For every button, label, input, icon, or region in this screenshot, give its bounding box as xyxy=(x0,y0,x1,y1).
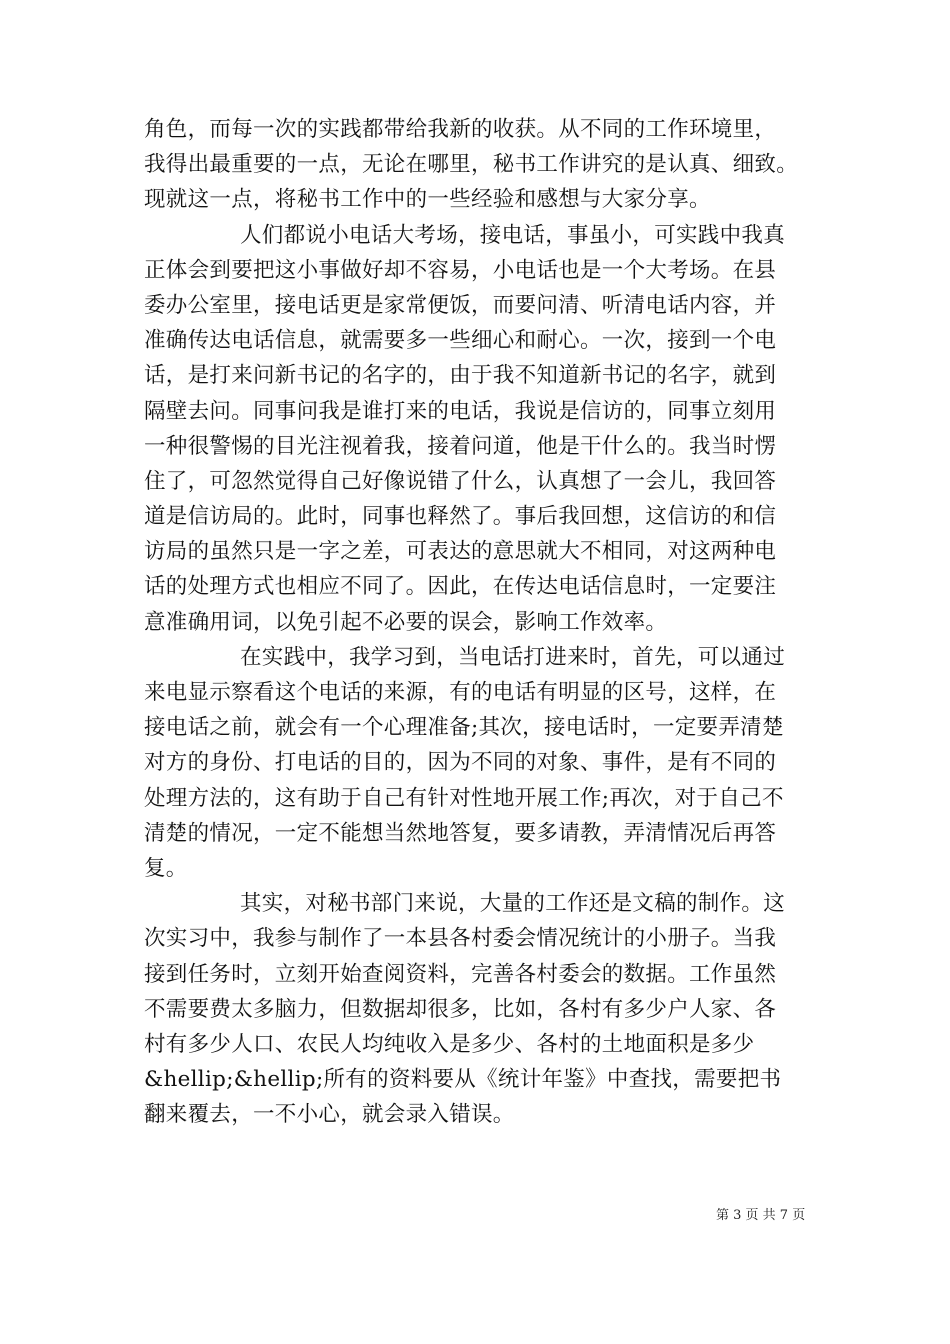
text-line: 住了，可忽然觉得自己好像说错了什么，认真想了一会儿，我回答 xyxy=(144,468,777,494)
text-line: 道是信访局的。此时，同事也释然了。事后我回想，这信访的和信 xyxy=(144,504,777,530)
text-line: 现就这一点，将秘书工作中的一些经验和感想与大家分享。 xyxy=(144,187,711,213)
text-line: 其实，对秘书部门来说，大量的工作还是文稿的制作。这 xyxy=(240,891,786,917)
text-line: 对方的身份、打电话的目的，因为不同的对象、事件，是有不同的 xyxy=(144,750,777,776)
paragraph-4 xyxy=(144,886,820,1132)
text-line: 一种很警惕的目光注视着我，接着问道，他是干什么的。我当时愣 xyxy=(144,433,777,459)
text-line: 清楚的情况，一定不能想当然地答复，要多请教，弄清情况后再答 xyxy=(144,820,777,846)
text-line: 准确传达电话信息，就需要多一些细心和耐心。一次，接到一个电 xyxy=(144,328,777,354)
text-line: 村有多少人口、农民人均纯收入是多少、各村的土地面积是多少 xyxy=(144,1031,755,1057)
text-line: 正体会到要把这小事做好却不容易，小电话也是一个大考场。在县 xyxy=(144,257,777,283)
text-line: 隔壁去问。同事问我是谁打来的电话，我说是信访的，同事立刻用 xyxy=(144,398,777,424)
text-line: 在实践中，我学习到，当电话打进来时，首先，可以通过 xyxy=(240,644,786,670)
text-line: 意准确用词，以免引起不必要的误会，影响工作效率。 xyxy=(144,609,668,635)
text-line: 不需要费太多脑力，但数据却很多，比如，各村有多少户人家、各 xyxy=(144,996,777,1022)
text-line: 来电显示察看这个电话的来源，有的电话有明显的区号，这样，在 xyxy=(144,680,777,705)
text-line: 角色，而每一次的实践都带给我新的收获。从不同的工作环境里， xyxy=(144,117,777,142)
text-line: 接电话之前，就会有一个心理准备;其次，接电话时，一定要弄清楚 xyxy=(144,715,784,741)
text-line: 访局的虽然只是一字之差，可表达的意思就大不相同，对这两种电 xyxy=(144,539,777,565)
paragraph-2 xyxy=(144,218,820,640)
paragraph-1 xyxy=(144,112,820,218)
paragraph-3 xyxy=(144,640,820,886)
text-line: 人们都说小电话大考场，接电话，事虽小，可实践中我真 xyxy=(240,222,786,248)
text-line: 我得出最重要的一点，无论在哪里，秘书工作讲究的是认真、细致。 xyxy=(144,152,799,178)
text-line: &hellip;&hellip;所有的资料要从《统计年鉴》中查找，需要把书 xyxy=(144,1067,782,1093)
text-line: 处理方法的，这有助于自己有针对性地开展工作;再次，对于自己不 xyxy=(144,785,784,811)
text-line: 次实习中，我参与制作了一本县各村委会情况统计的小册子。当我 xyxy=(144,926,777,952)
text-line: 话的处理方式也相应不同了。因此，在传达电话信息时，一定要注 xyxy=(144,574,777,600)
text-line: 翻来覆去，一不小心，就会录入错误。 xyxy=(144,1102,515,1128)
text-line: 接到任务时，立刻开始查阅资料，完善各村委会的数据。工作虽然 xyxy=(144,961,777,987)
text-line: 委办公室里，接电话更是家常便饭，而要问清、听清电话内容，并 xyxy=(144,292,777,318)
text-line: 复。 xyxy=(144,855,188,881)
page-number: 第 3 页 共 7 页 xyxy=(716,1208,806,1223)
document-body xyxy=(144,112,820,1132)
text-line: 话，是打来问新书记的名字的，由于我不知道新书记的名字，就到 xyxy=(144,363,777,389)
